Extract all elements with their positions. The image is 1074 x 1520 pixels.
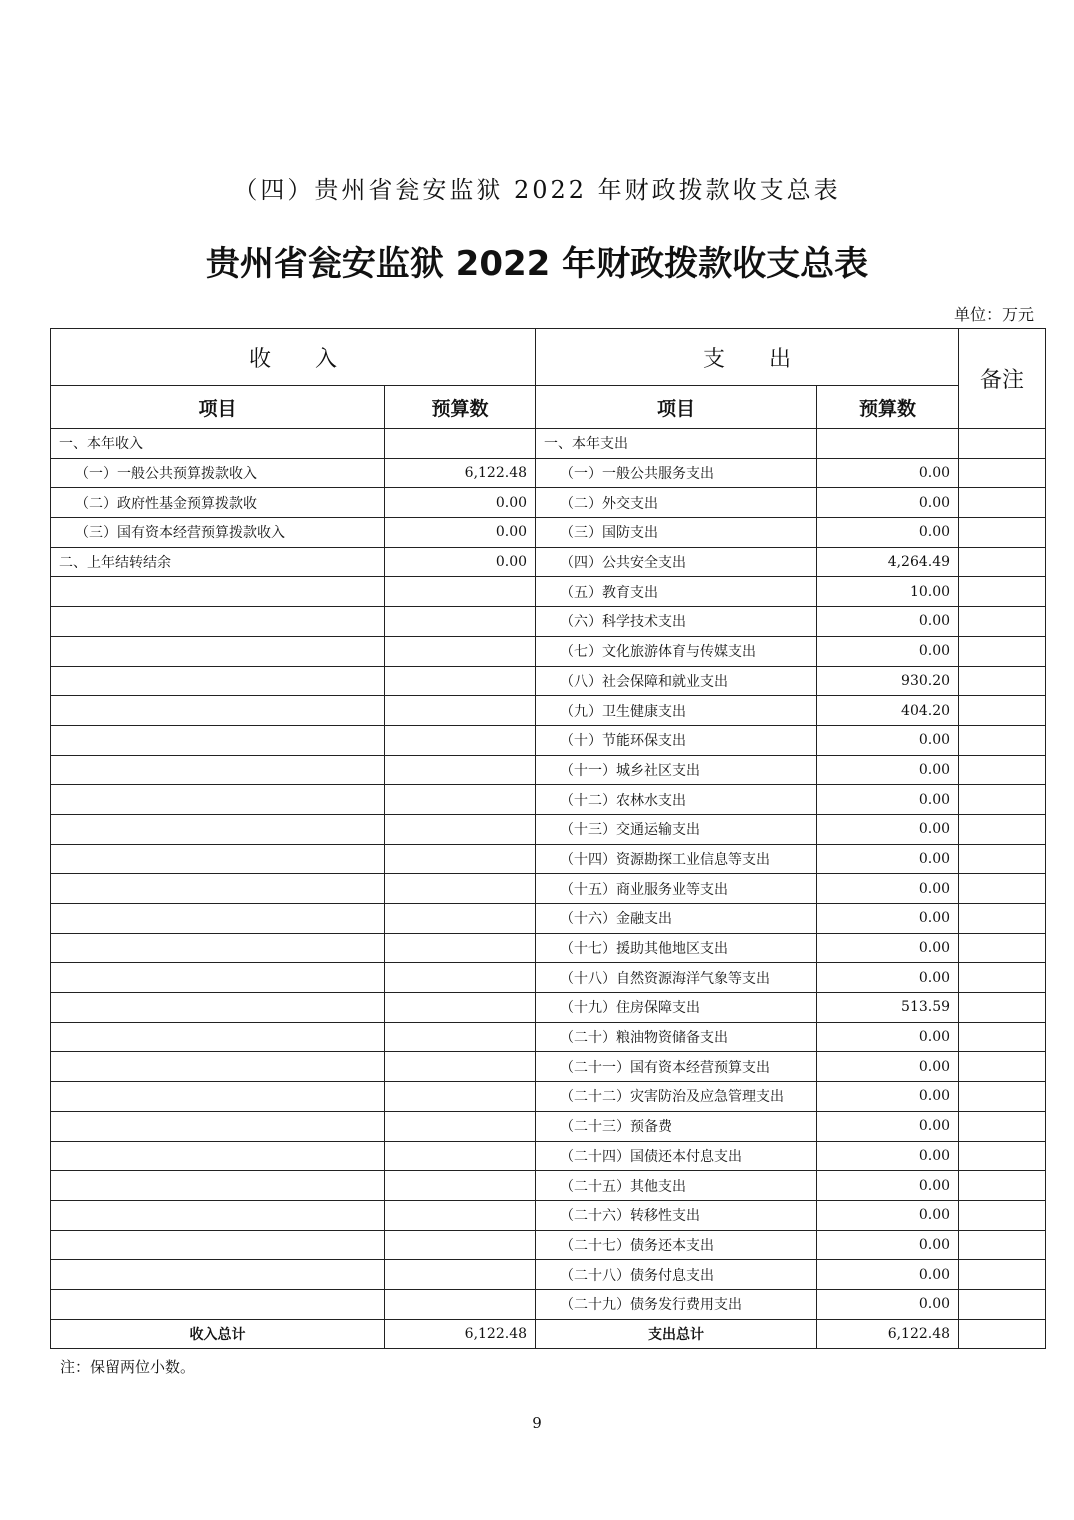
income-value-cell <box>385 844 536 874</box>
income-budget-header: 预算数 <box>385 386 536 429</box>
expenditure-item-cell: （十四）资源勘探工业信息等支出 <box>536 844 817 874</box>
income-value-cell <box>385 666 536 696</box>
expenditure-total-value: 6,122.48 <box>817 1319 959 1349</box>
expenditure-value-cell: 0.00 <box>817 933 959 963</box>
remark-cell <box>959 1141 1046 1171</box>
table-row <box>51 488 1046 518</box>
expenditure-value-cell: 0.00 <box>817 904 959 934</box>
expenditure-item-cell: （三）国防支出 <box>536 518 817 548</box>
expenditure-item-cell: （八）社会保障和就业支出 <box>536 666 817 696</box>
expenditure-item-cell: （十三）交通运输支出 <box>536 814 817 844</box>
income-value-cell <box>385 963 536 993</box>
income-item-cell <box>51 1052 385 1082</box>
income-value-cell <box>385 577 536 607</box>
expenditure-value-cell: 0.00 <box>817 874 959 904</box>
income-item-cell: （二）政府性基金预算拨款收 <box>51 488 385 518</box>
expenditure-value-cell: 0.00 <box>817 518 959 548</box>
income-value-cell <box>385 725 536 755</box>
table-row <box>51 755 1046 785</box>
expenditure-header: 支 出 <box>536 329 959 386</box>
table-row <box>51 1082 1046 1112</box>
remark-cell <box>959 755 1046 785</box>
income-item-cell <box>51 666 385 696</box>
income-value-cell <box>385 1289 536 1319</box>
expenditure-item-cell: （十一）城乡社区支出 <box>536 755 817 785</box>
income-value-cell <box>385 1200 536 1230</box>
expenditure-value-cell: 404.20 <box>817 696 959 726</box>
income-item-cell <box>51 963 385 993</box>
income-value-cell <box>385 874 536 904</box>
income-header: 收 入 <box>51 329 536 386</box>
income-item-cell <box>51 1260 385 1290</box>
table-body <box>51 429 1046 1320</box>
table-row <box>51 518 1046 548</box>
expenditure-value-cell: 0.00 <box>817 1200 959 1230</box>
remark-cell <box>959 1052 1046 1082</box>
table-row <box>51 725 1046 755</box>
table-row <box>51 1141 1046 1171</box>
income-item-cell <box>51 1230 385 1260</box>
income-value-cell <box>385 1230 536 1260</box>
remark-cell <box>959 844 1046 874</box>
income-item-cell <box>51 1141 385 1171</box>
remark-header: 备注 <box>959 329 1046 429</box>
expenditure-item-cell: （七）文化旅游体育与传媒支出 <box>536 636 817 666</box>
expenditure-value-cell: 513.59 <box>817 993 959 1023</box>
expenditure-total-label: 支出总计 <box>536 1319 817 1349</box>
income-item-cell <box>51 785 385 815</box>
income-value-cell <box>385 1260 536 1290</box>
income-value-cell <box>385 696 536 726</box>
expenditure-item-cell: （五）教育支出 <box>536 577 817 607</box>
page-number: 9 <box>532 1414 542 1432</box>
remark-cell <box>959 904 1046 934</box>
income-value-cell: 0.00 <box>385 547 536 577</box>
remark-cell <box>959 993 1046 1023</box>
remark-cell <box>959 933 1046 963</box>
expenditure-value-cell <box>817 429 959 459</box>
table-row <box>51 429 1046 459</box>
expenditure-value-cell: 0.00 <box>817 963 959 993</box>
income-value-cell: 0.00 <box>385 488 536 518</box>
income-value-cell <box>385 904 536 934</box>
remark-cell <box>959 696 1046 726</box>
expenditure-item-cell: （二十二）灾害防治及应急管理支出 <box>536 1082 817 1112</box>
remark-cell <box>959 785 1046 815</box>
expenditure-value-cell: 0.00 <box>817 1171 959 1201</box>
expenditure-item-cell: （一）一般公共服务支出 <box>536 458 817 488</box>
income-item-cell <box>51 577 385 607</box>
income-value-cell <box>385 993 536 1023</box>
income-value-cell <box>385 1052 536 1082</box>
income-value-cell <box>385 814 536 844</box>
remark-cell <box>959 1289 1046 1319</box>
expenditure-item-cell: （十六）金融支出 <box>536 904 817 934</box>
table-row <box>51 904 1046 934</box>
expenditure-value-cell: 10.00 <box>817 577 959 607</box>
income-value-cell: 6,122.48 <box>385 458 536 488</box>
expenditure-item-cell: 一、本年支出 <box>536 429 817 459</box>
income-item-cell <box>51 844 385 874</box>
expenditure-value-cell: 0.00 <box>817 1111 959 1141</box>
income-item-cell <box>51 696 385 726</box>
expenditure-item-cell: （九）卫生健康支出 <box>536 696 817 726</box>
income-item-cell: （三）国有资本经营预算拨款收入 <box>51 518 385 548</box>
expenditure-item-cell: （二）外交支出 <box>536 488 817 518</box>
table-row <box>51 1052 1046 1082</box>
income-item-cell <box>51 1171 385 1201</box>
income-item-cell <box>51 1111 385 1141</box>
expenditure-item-cell: （四）公共安全支出 <box>536 547 817 577</box>
income-item-header: 项目 <box>51 386 385 429</box>
expenditure-item-cell: （十）节能环保支出 <box>536 725 817 755</box>
expenditure-item-cell: （十七）援助其他地区支出 <box>536 933 817 963</box>
income-item-cell <box>51 636 385 666</box>
income-item-cell <box>51 1289 385 1319</box>
expenditure-item-cell: （二十六）转移性支出 <box>536 1200 817 1230</box>
income-value-cell: 0.00 <box>385 518 536 548</box>
table-row <box>51 547 1046 577</box>
expenditure-value-cell: 0.00 <box>817 1230 959 1260</box>
income-item-cell <box>51 814 385 844</box>
expenditure-item-cell: （二十九）债务发行费用支出 <box>536 1289 817 1319</box>
remark-cell <box>959 1200 1046 1230</box>
income-value-cell <box>385 636 536 666</box>
remark-cell <box>959 458 1046 488</box>
expenditure-item-cell: （十五）商业服务业等支出 <box>536 874 817 904</box>
remark-cell <box>959 1260 1046 1290</box>
expenditure-value-cell: 0.00 <box>817 607 959 637</box>
unit-label: 单位：万元 <box>953 305 1034 324</box>
page-title: 贵州省瓮安监狱 2022 年财政拨款收支总表 <box>205 244 869 284</box>
income-value-cell <box>385 1082 536 1112</box>
expenditure-item-cell: （二十）粮油物资储备支出 <box>536 1022 817 1052</box>
section-heading: （四）贵州省瓮安监狱 2022 年财政拨款收支总表 <box>233 176 841 204</box>
income-item-cell <box>51 904 385 934</box>
remark-cell <box>959 1082 1046 1112</box>
income-item-cell: 一、本年收入 <box>51 429 385 459</box>
table-row <box>51 607 1046 637</box>
expenditure-value-cell: 0.00 <box>817 755 959 785</box>
expenditure-value-cell: 4,264.49 <box>817 547 959 577</box>
income-item-cell <box>51 874 385 904</box>
income-value-cell <box>385 429 536 459</box>
expenditure-item-cell: （十二）农林水支出 <box>536 785 817 815</box>
expenditure-item-cell: （二十三）预备费 <box>536 1111 817 1141</box>
expenditure-value-cell: 0.00 <box>817 1141 959 1171</box>
remark-cell <box>959 429 1046 459</box>
expenditure-value-cell: 0.00 <box>817 1052 959 1082</box>
income-item-cell <box>51 993 385 1023</box>
table-row <box>51 963 1046 993</box>
expenditure-item-header: 项目 <box>536 386 817 429</box>
income-item-cell: 二、上年结转结余 <box>51 547 385 577</box>
remark-cell <box>959 607 1046 637</box>
expenditure-item-cell: （二十五）其他支出 <box>536 1171 817 1201</box>
expenditure-value-cell: 0.00 <box>817 1082 959 1112</box>
income-item-cell <box>51 1082 385 1112</box>
income-value-cell <box>385 607 536 637</box>
remark-cell <box>959 1022 1046 1052</box>
budget-table <box>50 328 1046 1349</box>
table-row <box>51 666 1046 696</box>
table-row <box>51 785 1046 815</box>
table-row <box>51 933 1046 963</box>
table-row <box>51 1289 1046 1319</box>
expenditure-item-cell: （二十七）债务还本支出 <box>536 1230 817 1260</box>
table-row <box>51 814 1046 844</box>
income-value-cell <box>385 1022 536 1052</box>
remark-cell <box>959 488 1046 518</box>
income-value-cell <box>385 755 536 785</box>
expenditure-value-cell: 0.00 <box>817 725 959 755</box>
expenditure-value-cell: 0.00 <box>817 844 959 874</box>
table-row <box>51 1230 1046 1260</box>
table-row <box>51 577 1046 607</box>
remark-cell <box>959 963 1046 993</box>
remark-cell <box>959 874 1046 904</box>
table-row <box>51 874 1046 904</box>
remark-cell <box>959 547 1046 577</box>
remark-cell <box>959 577 1046 607</box>
remark-cell <box>959 814 1046 844</box>
expenditure-value-cell: 0.00 <box>817 458 959 488</box>
income-total-label: 收入总计 <box>51 1319 385 1349</box>
expenditure-item-cell: （二十四）国债还本付息支出 <box>536 1141 817 1171</box>
income-item-cell <box>51 933 385 963</box>
table-row <box>51 993 1046 1023</box>
table-row <box>51 458 1046 488</box>
expenditure-value-cell: 0.00 <box>817 1260 959 1290</box>
income-item-cell <box>51 1022 385 1052</box>
expenditure-item-cell: （二十一）国有资本经营预算支出 <box>536 1052 817 1082</box>
remark-cell <box>959 1230 1046 1260</box>
income-item-cell <box>51 755 385 785</box>
remark-cell <box>959 1319 1046 1349</box>
income-value-cell <box>385 785 536 815</box>
remark-cell <box>959 636 1046 666</box>
table-row <box>51 1260 1046 1290</box>
remark-cell <box>959 666 1046 696</box>
income-item-cell: （一）一般公共预算拨款收入 <box>51 458 385 488</box>
income-total-value: 6,122.48 <box>385 1319 536 1349</box>
expenditure-value-cell: 0.00 <box>817 1289 959 1319</box>
income-value-cell <box>385 1171 536 1201</box>
remark-cell <box>959 518 1046 548</box>
footnote: 注：保留两位小数。 <box>60 1358 196 1376</box>
income-item-cell <box>51 725 385 755</box>
expenditure-item-cell: （十八）自然资源海洋气象等支出 <box>536 963 817 993</box>
expenditure-value-cell: 0.00 <box>817 636 959 666</box>
expenditure-value-cell: 0.00 <box>817 1022 959 1052</box>
expenditure-value-cell: 0.00 <box>817 814 959 844</box>
remark-cell <box>959 725 1046 755</box>
table-row <box>51 844 1046 874</box>
income-item-cell <box>51 1200 385 1230</box>
expenditure-value-cell: 0.00 <box>817 785 959 815</box>
table-row <box>51 696 1046 726</box>
expenditure-budget-header: 预算数 <box>817 386 959 429</box>
income-value-cell <box>385 1141 536 1171</box>
income-item-cell <box>51 607 385 637</box>
expenditure-item-cell: （六）科学技术支出 <box>536 607 817 637</box>
table-row <box>51 1171 1046 1201</box>
income-value-cell <box>385 933 536 963</box>
table-row <box>51 1111 1046 1141</box>
table-row <box>51 1022 1046 1052</box>
expenditure-value-cell: 930.20 <box>817 666 959 696</box>
remark-cell <box>959 1171 1046 1201</box>
table-row <box>51 1200 1046 1230</box>
expenditure-item-cell: （二十八）债务付息支出 <box>536 1260 817 1290</box>
expenditure-value-cell: 0.00 <box>817 488 959 518</box>
income-value-cell <box>385 1111 536 1141</box>
table-row <box>51 636 1046 666</box>
expenditure-item-cell: （十九）住房保障支出 <box>536 993 817 1023</box>
remark-cell <box>959 1111 1046 1141</box>
